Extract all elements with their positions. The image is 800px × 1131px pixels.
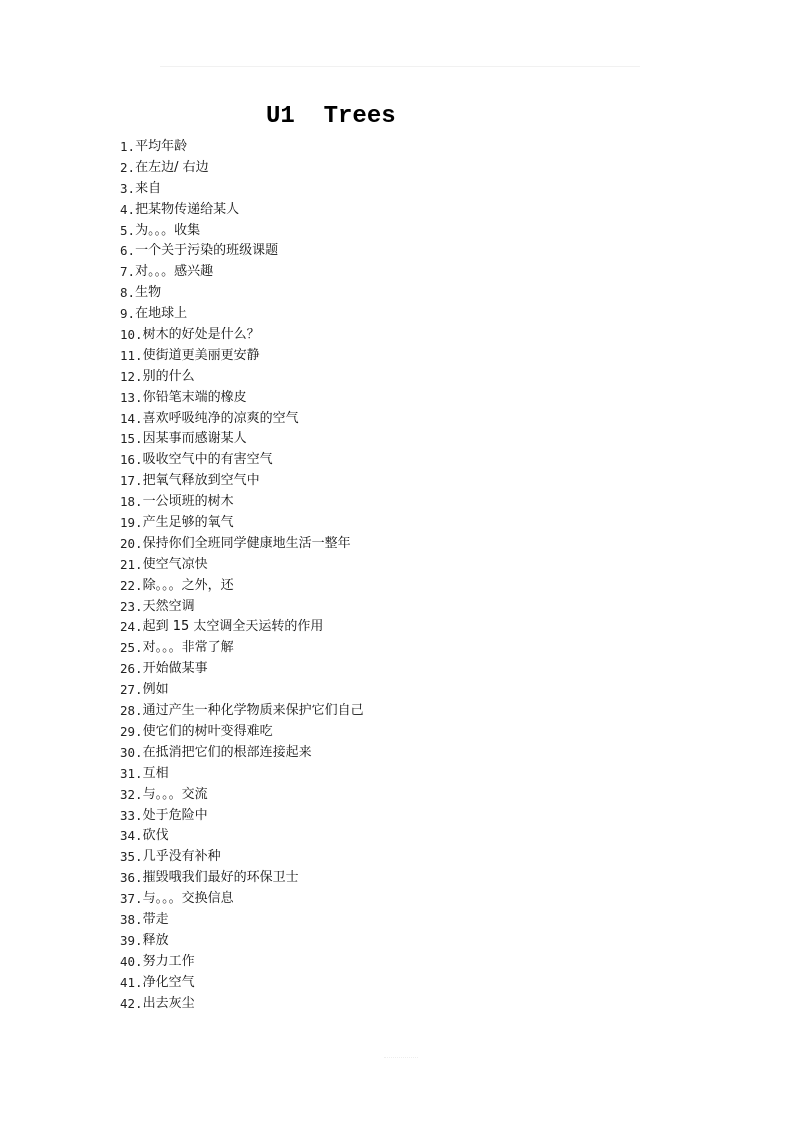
item-text: 释放 [142,932,169,948]
item-text: 例如 [142,682,169,698]
item-text: 除。。。之外，还 [142,577,234,593]
list-item [120,137,364,158]
list-item [120,973,364,994]
list-item [120,158,364,179]
item-text: 使街道更美丽更安静 [142,347,260,363]
item-number: 6. [120,243,136,259]
item-text: 天然空调 [142,598,195,614]
list-item [120,450,364,471]
list-item [120,597,364,618]
item-number: 26. [120,661,143,677]
item-number: 21. [120,556,143,572]
list-item [120,743,364,764]
item-text: 一公顷班的树木 [142,494,234,510]
list-item [120,868,364,889]
item-text: 别的什么 [142,368,195,384]
list-item [120,910,364,931]
item-number: 3. [120,180,136,196]
item-text: 喜欢呼吸纯净的凉爽的空气 [142,410,299,426]
item-text: 带走 [142,911,169,927]
item-number: 40. [120,953,143,969]
item-number: 15. [120,431,143,447]
item-number: 8. [120,285,136,301]
item-number: 34. [120,828,143,844]
item-text: 通过产生一种化学物质来保护它们自己 [142,703,364,719]
item-number: 17. [120,473,143,489]
item-text: 吸收空气中的有害空气 [142,452,273,468]
item-text: 摧毁哦我们最好的环保卫士 [142,870,299,886]
item-number: 16. [120,452,143,468]
list-item [120,826,364,847]
list-item [120,638,364,659]
list-item [120,931,364,952]
item-number: 2. [120,159,136,175]
item-text: 净化空气 [142,974,195,990]
list-item [120,680,364,701]
item-number: 24. [120,619,143,635]
item-text: 出去灰尘 [142,995,195,1011]
item-text: 一个关于污染的班级课题 [135,243,279,259]
item-number: 38. [120,911,143,927]
item-number: 13. [120,389,143,405]
item-text: 开始做某事 [142,661,208,677]
item-number: 11. [120,347,143,363]
item-number: 19. [120,515,143,531]
list-item [120,994,364,1015]
item-text: 与。。。交换信息 [142,891,234,907]
item-text: 生物 [135,285,162,301]
item-number: 29. [120,723,143,739]
item-number: 33. [120,807,143,823]
header-rule [160,66,640,67]
item-text: 使空气凉快 [142,556,208,572]
item-number: 41. [120,974,143,990]
item-text: 产生足够的氧气 [142,515,234,531]
list-item [120,429,364,450]
list-item [120,221,364,242]
item-text: 起到 15 太空调全天运转的作用 [142,619,324,635]
item-number: 31. [120,765,143,781]
list-item [120,764,364,785]
list-item [120,492,364,513]
item-text: 几乎没有补种 [142,849,221,865]
list-item [120,576,364,597]
item-text: 为。。。收集 [135,222,201,238]
list-item [120,179,364,200]
item-text: 在抵消把它们的根部连接起来 [142,744,312,760]
list-item [120,952,364,973]
list-item [120,388,364,409]
item-text: 在左边/ 右边 [135,159,209,175]
item-number: 23. [120,598,143,614]
item-number: 18. [120,494,143,510]
list-item [120,325,364,346]
item-text: 互相 [142,765,169,781]
list-item [120,701,364,722]
list-item [120,346,364,367]
list-item [120,241,364,262]
item-number: 12. [120,368,143,384]
item-number: 35. [120,849,143,865]
list-item [120,304,364,325]
item-text: 努力工作 [142,953,195,969]
list-item [120,283,364,304]
item-text: 砍伐 [142,828,169,844]
footer-mark [384,1057,418,1058]
item-number: 7. [120,264,136,280]
list-item [120,409,364,430]
list-item [120,513,364,534]
item-text: 处于危险中 [142,807,208,823]
list-item [120,659,364,680]
item-text: 把某物传递给某人 [135,201,240,217]
list-item [120,889,364,910]
list-item [120,847,364,868]
item-number: 32. [120,786,143,802]
item-text: 与。。。交流 [142,786,208,802]
item-number: 9. [120,306,136,322]
list-item [120,722,364,743]
item-text: 来自 [135,180,162,196]
item-number: 20. [120,535,143,551]
item-number: 10. [120,327,143,343]
item-text: 使它们的树叶变得难吃 [142,723,273,739]
item-number: 1. [120,139,136,154]
item-number: 39. [120,932,143,948]
item-number: 5. [120,222,136,238]
item-number: 27. [120,682,143,698]
list-item [120,200,364,221]
item-number: 22. [120,577,143,593]
list-item [120,555,364,576]
list-item [120,262,364,283]
phrase-list [120,137,364,1014]
page-title: U1 Trees [266,103,396,130]
item-number: 37. [120,891,143,907]
item-number: 42. [120,995,143,1011]
item-text: 平均年龄 [135,139,188,154]
item-number: 36. [120,870,143,886]
item-text: 对。。。感兴趣 [135,264,214,280]
item-number: 28. [120,703,143,719]
item-text: 你铅笔末端的橡皮 [142,389,247,405]
item-text: 树木的好处是什么？ [142,327,260,343]
item-text: 对。。。非常了解 [142,640,234,656]
list-item [120,534,364,555]
list-item [120,367,364,388]
item-number: 4. [120,201,136,217]
list-item [120,471,364,492]
item-number: 30. [120,744,143,760]
item-text: 因某事而感谢某人 [142,431,247,447]
list-item [120,806,364,827]
item-text: 在地球上 [135,306,188,322]
list-item [120,785,364,806]
list-item [120,617,364,638]
item-text: 保持你们全班同学健康地生活一整年 [142,535,351,551]
item-number: 25. [120,640,143,656]
item-number: 14. [120,410,143,426]
item-text: 把氧气释放到空气中 [142,473,260,489]
